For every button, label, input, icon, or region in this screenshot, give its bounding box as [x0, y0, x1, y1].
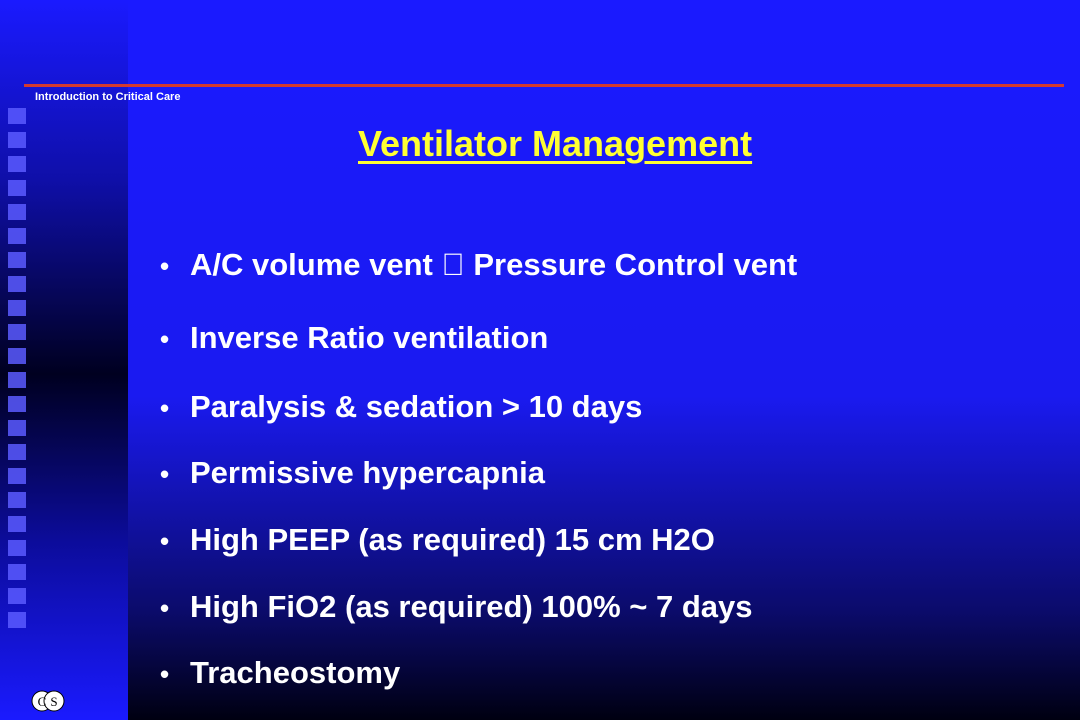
- bullet-icon: •: [160, 659, 170, 689]
- bullet-item: [160, 522, 715, 558]
- bullet-icon: •: [160, 393, 170, 423]
- header-rule: [24, 84, 1064, 87]
- bullet-icon: •: [160, 593, 170, 623]
- decorative-square: [8, 156, 26, 172]
- bullet-item: [160, 389, 642, 425]
- decorative-square: [8, 372, 26, 388]
- bullet-icon: •: [160, 526, 170, 556]
- bullet-item: [160, 655, 400, 691]
- bullet-text: High FiO2 (as required) 100% ~ 7 days: [190, 589, 753, 624]
- decorative-square: [8, 108, 26, 124]
- decorative-square: [8, 180, 26, 196]
- decorative-square: [8, 516, 26, 532]
- decorative-square: [8, 612, 26, 628]
- decorative-square: [8, 276, 26, 292]
- decorative-square: [8, 420, 26, 436]
- decorative-squares: [8, 108, 28, 636]
- bullet-icon: •: [160, 324, 170, 354]
- bullet-text: Tracheostomy: [190, 655, 401, 690]
- decorative-square: [8, 468, 26, 484]
- decorative-square: [8, 204, 26, 220]
- bullet-text: A/C volume vent Pressure Control vent: [190, 247, 766, 282]
- bullet-icon: •: [160, 459, 170, 489]
- decorative-square: [8, 300, 26, 316]
- bullet-icon: •: [160, 251, 170, 281]
- decorative-square: [8, 396, 26, 412]
- logo-letter-s: S: [50, 694, 58, 709]
- course-label: Introduction to Critical Care: [35, 91, 181, 103]
- cs-logo-icon: [30, 689, 66, 713]
- decorative-square: [8, 228, 26, 244]
- bullet-item: [160, 455, 545, 491]
- logo-letter-c: C: [37, 694, 47, 709]
- decorative-square: [8, 540, 26, 556]
- decorative-square: [8, 588, 26, 604]
- decorative-square: [8, 252, 26, 268]
- decorative-square: [8, 324, 26, 340]
- left-decorative-band: [0, 0, 128, 720]
- bullet-text: Paralysis & sedation > 10 days: [190, 389, 643, 424]
- slide-title: Ventilator Management: [358, 123, 753, 164]
- decorative-square: [8, 492, 26, 508]
- bullet-text: Permissive hypercapnia: [190, 455, 545, 490]
- decorative-square: [8, 132, 26, 148]
- bullet-text: Inverse Ratio ventilation: [190, 320, 549, 355]
- bullet-item: [160, 320, 548, 356]
- decorative-square: [8, 564, 26, 580]
- bullet-item: [160, 247, 797, 283]
- bullet-text: High PEEP (as required) 15 cm H2O: [190, 522, 715, 557]
- decorative-square: [8, 348, 26, 364]
- bullet-item: [160, 589, 753, 625]
- decorative-square: [8, 444, 26, 460]
